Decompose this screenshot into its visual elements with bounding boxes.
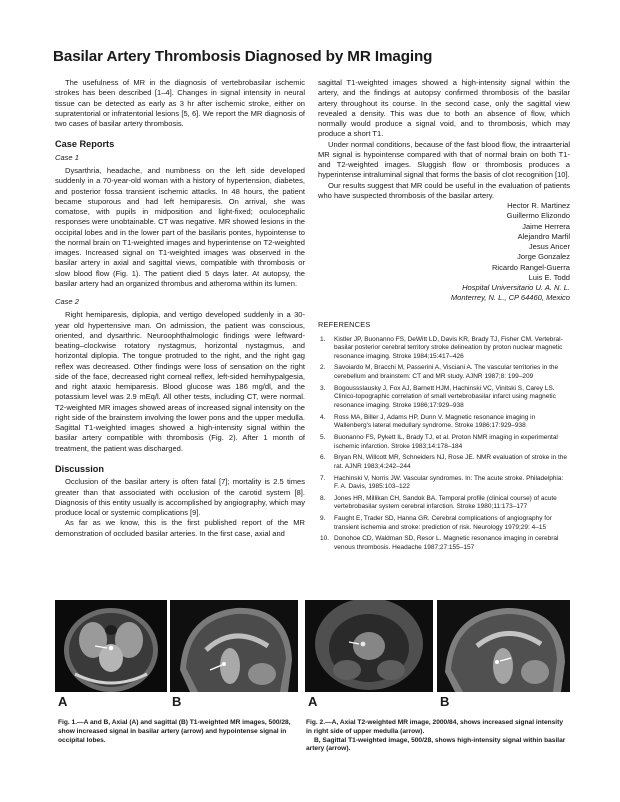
reference-item xyxy=(318,495,570,512)
author-name: Jesus Ancer xyxy=(528,242,570,251)
author-name: Ricardo Rangel-Guerra xyxy=(491,262,570,272)
fig2-caption-a-line xyxy=(306,719,570,737)
reference-item xyxy=(318,454,570,471)
discussion-paragraph-2: As far as we know, this is the first published report of the MR demonstration of occluded basilar arteries. In the first case, axial and xyxy=(55,518,305,538)
reference-number: 4. xyxy=(320,413,326,421)
fig1a-axial-scan xyxy=(55,600,167,692)
reference-text: Jones HR, Millikan CH, Sandok BA. Temporal profile (clinical course) of acute vertebrobasilar system cerebral infarction. Stroke 1980;11:173–177 xyxy=(334,494,557,511)
reference-item xyxy=(318,385,570,411)
fig1-panel-a-label: A xyxy=(58,694,68,709)
reference-number: 7. xyxy=(320,474,326,482)
fig1-caption-text: A and B, Axial (A) and sagittal (B) T1-weighted MR images, 500/28, show increased signal in basilar artery (arrow) and hypointense signal in occipital lobes. xyxy=(58,719,291,744)
reference-text: Ross MA, Biller J, Adams HP, Dunn V. Magnetic resonance imaging in Wallenberg's lateral medullary syndrome. Stroke 1986;17:929–938 xyxy=(334,413,536,430)
fig1-panel-b-label: B xyxy=(172,694,182,709)
discussion-paragraph-4: Under normal conditions, because of the fast blood flow, the intraarterial MR signal is hypointense compared with that of normal brain on both T1- and T2-weighted images. Sluggish flow or thrombosis produces a hyperintense intraluminal signal that forms the basis of clot recognition [10]. xyxy=(318,139,570,180)
reference-item xyxy=(318,535,570,552)
reference-text: Bryan RN, Willcott MR, Schneiders NJ, Rose JE. NMR evaluation of stroke in the rat. AJNR 1983;4:242–244 xyxy=(334,454,567,470)
discussion-heading: Discussion xyxy=(55,463,105,474)
references-heading: REFERENCES xyxy=(318,319,371,329)
reference-number: 3. xyxy=(320,384,326,392)
left-column xyxy=(55,78,305,539)
case-reports-heading: Case Reports xyxy=(55,139,115,150)
fig2-panel-a-label: A xyxy=(308,694,318,709)
fig1b-sagittal-scan xyxy=(170,600,298,692)
discussion-paragraph-3: sagittal T1-weighted images showed a high-intensity signal within the artery, and the findings at autopsy confirmed thrombosis of the basilar artery throughout its course. In the second case, only the sagittal view revealed a density. This was due to both an absence of flow, which normally would produce a signal void, and to thrombosis, which may produce a short T1. xyxy=(318,78,570,139)
author-name: Luis E. Todd xyxy=(528,272,570,282)
discussion-paragraph-1: Occlusion of the basilar artery is often fatal [7]; mortality is 2.5 times greater than that associated with occlusion of the carotid system [8]. Diagnosis of this entity usually is accomplished by angiography, which may produce local or systemic complications [9]. xyxy=(55,477,305,518)
reference-item xyxy=(318,336,570,362)
author-name: Guillermo Elizondo xyxy=(506,211,570,221)
reference-text: Faught E, Trader SD, Hanna GR. Cerebral complications of angiography for transient ischemia and stroke: prediction of risk. Neurology 1979;29: 4–15 xyxy=(334,515,552,531)
reference-item xyxy=(318,515,570,532)
fig2b-mr-image xyxy=(437,600,570,692)
reference-number: 5. xyxy=(320,433,326,441)
fig1a-mr-image xyxy=(55,600,167,692)
reference-text: Donohoe CD, Waldman SD, Resor L. Magnetic resonance imaging in cerebral venous thrombosis. Headache 1987;27:155–157 xyxy=(334,535,559,552)
reference-number: 8. xyxy=(320,494,326,502)
reference-item xyxy=(318,475,570,492)
fig2-caption xyxy=(306,719,570,754)
fig2a-mr-image xyxy=(305,600,433,692)
reference-number: 1. xyxy=(320,335,326,343)
reference-item xyxy=(318,414,570,431)
reference-text: Hachinski V, Norris JW. Vascular syndromes. In: The acute stroke. Philadelphia: F. A. Davis, 1985:103–122 xyxy=(334,474,564,491)
affiliation-line-2: Monterrey, N. L., CP 64460, Mexico xyxy=(450,293,570,303)
discussion-paragraph-5: Our results suggest that MR could be useful in the evaluation of patients who have suspected thrombosis of the basilar artery. xyxy=(318,180,570,200)
fig2-caption-b-line xyxy=(306,737,570,755)
fig2-panel-b-label: B xyxy=(440,694,450,709)
fig2a-axial-scan xyxy=(305,600,433,692)
reference-text: Savoiardo M, Bracchi M, Passerini A, Visciani A. The vascular territories in the cerebellum and brainstem: CT and MR study. AJNR 1987;8: 199–209 xyxy=(334,364,559,381)
intro-paragraph: The usefulness of MR in the diagnosis of vertebrobasilar ischemic strokes has been described [1–4]. Changes in signal intensity in neural tissue can be detected as early as 3 hr after ischemic stroke, either on supratentorial or infratentorial lesions [5, 6]. We report the MR diagnosis of two cases of basilar artery thrombosis. xyxy=(55,78,305,128)
reference-text: Kistler JP, Buonanno FS, DeWitt LD, Davis KR, Brady TJ, Fisher CM. Vertebral-basilar posterior cerebral territory stroke delineation by proton nuclear magnetic resonance imaging. Stroke 1984;15:417–426 xyxy=(334,335,563,360)
case2-text: Right hemiparesis, diplopia, and vertigo developed suddenly in a 30-year old hypertensive man. On admission, the patient was conscious, oriented, and dysarthric. Neuroophthalmologic findings were leftward-beating–clockwise rotatory nystagmus, horizontal nystagmus, and horizontal diplopia. The tongue protruded to the right, and the right gag reflex was decreased. Other findings were loss of sensation on the right side of the face, decreased right corneal reflex, left-sided hemihypalgesia, and right ataxic hemiparesis. Blood glucose was 186 mg/dl, and the potassium level was 2.9 mEq/l. All other tests, including CT, were normal. T2-weighted MR images showed areas of increased signal intensity on the right side of the brainstem involving the lower pons and the upper medulla. Sagittal T1-weighted images showed a high-intensity signal within the basilar artery compatible with thrombosis (Fig. 2). After 1 month of treatment, the patient was discharged. xyxy=(55,310,305,453)
fig1-caption xyxy=(58,719,304,745)
reference-list xyxy=(318,336,570,553)
reference-number: 10. xyxy=(320,535,330,543)
fig2-caption-a: A, Axial T2-weighted MR image, 2000/84, shows increased signal intensity in right side of upper medulla (arrow). xyxy=(306,719,564,735)
case1-text: Dysarthria, headache, and numbness on the left side developed suddenly in a 70-year-old woman with a history of hypertension, diabetes, and posterior fossa transient ischemic attacks. In 48 hours, the patient became stuporous and had left hemiparesis. On arrival, she was comatose, with pupils in midposition and light-fixed; oculocephalic responses were unobtainable. CT was negative. MR showed lesions in the occipital lobes and in the lower part of the basilaris pontes, hypointense to the normal brain on T1-weighted images and hyperintense on T2-weighted images. Increased signal on T1-weighted images was observed in the basilar artery in axial and sagittal views, compatible with thrombosis or slow blood flow (Fig. 1). The patient died 5 days later. At autopsy, the basilar artery had an organized thrombus and atheroma within its lumen. xyxy=(55,166,305,288)
author-name: Jaime Herrera xyxy=(522,221,570,231)
fig1b-mr-image xyxy=(170,600,298,692)
author-name: Alejandro Marfil xyxy=(517,231,570,241)
reference-text: Buonanno FS, Pykett IL, Brady TJ, et al. Proton NMR imaging in experimental ischemic infarction. Stroke 1983;14:178–184 xyxy=(334,433,558,450)
affiliation-line-1: Hospital Universitario U. A. N. L. xyxy=(462,283,570,292)
reference-text: Bogoussslausky J, Fox AJ, Barnett HJM, Hachinski VC, Vinitski S, Carey LS. Clinico-topographic correlation of small vertebrobasilar infarct using magnetic resonance imaging. Stroke 1986;17:929–938 xyxy=(334,384,556,410)
fig2-caption-lead: Fig. 2.— xyxy=(306,719,332,726)
fig2-caption-b: B, Sagittal T1-weighted image, 500/28, shows high-intensity signal within basilar artery (arrow). xyxy=(306,736,566,753)
case1-label: Case 1 xyxy=(55,152,79,162)
author-name: Hector R. Martinez xyxy=(507,201,570,210)
author-name: Jorge Gonzalez xyxy=(517,252,570,262)
author-list xyxy=(318,201,570,304)
reference-item xyxy=(318,364,570,381)
reference-number: 6. xyxy=(320,454,326,462)
case2-label: Case 2 xyxy=(55,297,79,307)
fig2b-sagittal-scan xyxy=(437,600,570,692)
reference-item xyxy=(318,434,570,451)
reference-number: 9. xyxy=(320,515,326,523)
fig1-caption-lead: Fig. 1.— xyxy=(58,719,84,726)
reference-number: 2. xyxy=(320,364,326,372)
right-column xyxy=(318,78,570,556)
article-title: Basilar Artery Thrombosis Diagnosed by MR Imaging xyxy=(53,48,433,65)
